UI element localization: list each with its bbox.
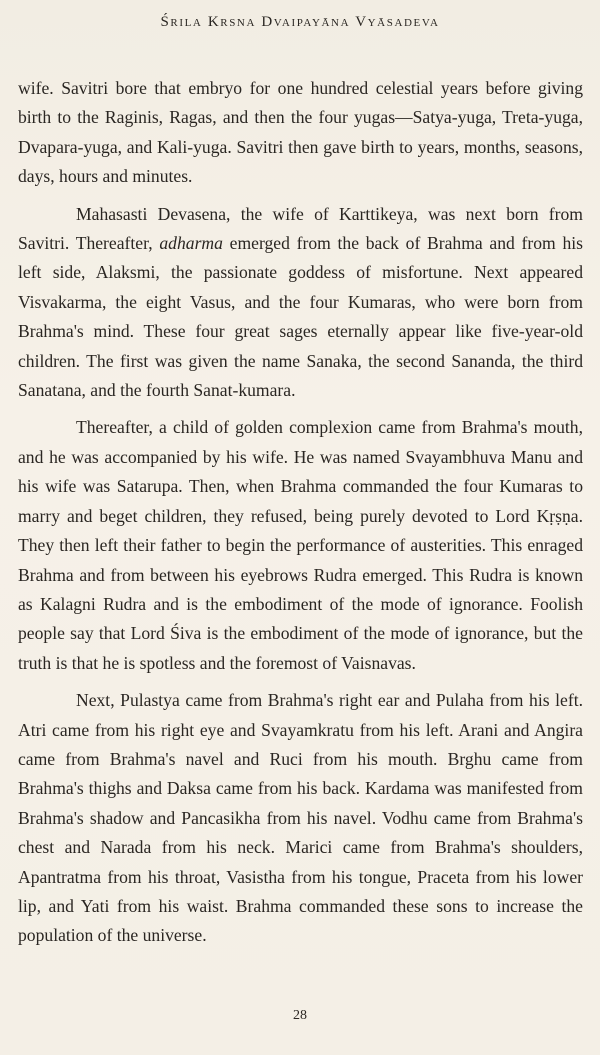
- paragraph-1: wife. Savitri bore that embryo for one hundred celestial years before giving birth to the Raginis, Ragas, and then the four yugas—Satya-yuga, Treta-yuga, Dvapara-yuga, and Kali-yuga. Savitri then gave birth to years, months, seasons, days, hours and minutes.: [18, 78, 583, 187]
- paragraph-2-part-1: Mahasasti Devasena, the wife of Karttikeya, was next born from Savitri. Thereafter,: [18, 203, 583, 254]
- body-text: [18, 74, 583, 959]
- running-head: Śrila Krsna Dvaipayāna Vyāsadeva: [160, 14, 440, 30]
- paragraph-2: [18, 200, 583, 406]
- paragraph-4: Next, Pulastya came from Brahma's right ear and Pulaha from his left. Atri came from his right eye and Svayamkratu from his left. Arani and Angira came from Brahma's navel and Ruci from his mouth. Brghu came from Brahma's thighs and Daksa came from his back. Kardama was manifested from Brahma's shadow and Pancasikha from his navel. Vodhu came from Brahma's chest and Narada from his neck. Marici came from Brahma's shoulders, Apantratma from his throat, Vasistha from his tongue, Praceta from his lower lip, and Yati from his waist. Brahma commanded these sons to increase the population of the universe.: [18, 690, 583, 946]
- paragraph-2-emphasis: adharma: [159, 233, 223, 254]
- paragraph-3: Thereafter, a child of golden complexion came from Brahma's mouth, and he was accompanied by his wife. He was named Svayambhuva Manu and his wife was Satarupa. Then, when Brahma commanded the four Kumaras to marry and beget children, they refused, being purely devoted to Lord Kṛṣṇa. They then left their father to begin the performance of austerities. This enraged Brahma and from between his eyebrows Rudra emerged. This Rudra is known as Kalagni Rudra and is the embodiment of the mode of ignorance. Foolish people say that Lord Śiva is the embodiment of the mode of ignorance, but the truth is that he is spotless and the foremost of Vaisnavas.: [18, 417, 583, 673]
- page-number: 28: [293, 1008, 307, 1023]
- paragraph-2-part-2: emerged from the back of Brahma and from his left side, Alaksmi, the passionate goddess of misfortune. Next appeared Visvakarma, the eight Vasus, and the four Kumaras, who were born from Brahma's mind. These four great sages eternally appear like five-year-old children. The first was given the name Sanaka, the second Sananda, the third Sanatana, and the fourth Sanat-kumara.: [18, 233, 583, 401]
